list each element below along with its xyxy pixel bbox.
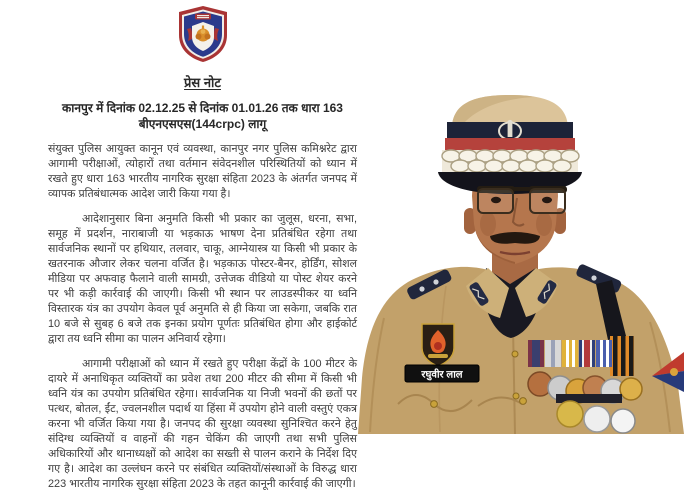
kanpur-police-commissionerate-logo-icon xyxy=(175,5,231,63)
document-heading xyxy=(48,100,357,132)
pocket-crest xyxy=(422,324,454,366)
press-note-title: प्रेस नोट xyxy=(184,75,221,90)
paragraph-2: आदेशानुसार बिना अनुमति किसी भी प्रकार का जुलूस, धरना, सभा, समूह में प्रदर्शन, नाराबाजी या भड़काऊ भाषण देना प्रतिबंधित रहेगा तथा सार्वजनिक स्थानों पर हथियार, तलवार, चाकू, आग्नेयास्त्र या किसी भी प्रकार के खतरनाक औजार लेकर चलना वर्जित है। भड़काऊ पोस्टर-बैनर, होर्डिंग, सोशल मीडिया पर अफवाह फैलाने वाली सामग्री, उत्तेजक वीडियो या पोस्ट शेयर करने पर भी कड़ी कार्रवाई की जाएगी। किसी भी स्थान पर लाउडस्पीकर या ध्वनि विस्तारक यंत्र का उपयोग केवल पूर्व अनुमति से ही किया जा सकेगा, जबकि रात 10 बजे से सुबह 6 बजे तक इनका प्रयोग पूर्णतः प्रतिबंधित होगा और हाईकोर्ट द्वारा तय ध्वनि सीमा का पालन अनिवार्य रहेगा। xyxy=(48,213,357,345)
heading-line-1: कानपुर में दिनांक 02.12.25 से दिनांक 01.01.26 तक धारा 163 xyxy=(62,101,343,115)
nameplate-text: रघुवीर लाल xyxy=(421,369,463,381)
document-column xyxy=(48,5,357,492)
logo-container xyxy=(48,5,357,68)
police-cap xyxy=(438,95,582,194)
heading-line-2: बीएनएसएस(144crpc) लागू xyxy=(138,117,267,131)
police-officer-photo xyxy=(350,86,694,434)
paragraph-3: आगामी परीक्षाओं को ध्यान में रखते हुए परीक्षा केंद्रों के 100 मीटर के दायरे में अनाधिकृत व्यक्तियों का प्रवेश तथा 200 मीटर की सीमा में किसी भी ध्वनि यंत्र का उपयोग प्रतिबंधित रहेगा। सार्वजनिक या निजी भवनों की छतों पर पत्थर, बोतल, ईंट, ज्वलनशील पदार्थ या हिंसा में उपयोग होने वाली वस्तुएं एकत्र करना भी वर्जित किया गया है। जनपद की सुरक्षा व्यवस्था सुनिश्चित करने हेतु संदिग्ध व्यक्तियों व वाहनों की गहन चेकिंग की जाएगी तथा सभी पुलिस अधिकारियों और थानाध्यक्षों को आदेश का सख्ती से पालन कराने के निर्देश दिए गए है। आदेश का उल्लंघन करने पर संबंधित व्यक्तियों/संस्थाओं के विरुद्ध धारा 223 भारतीय नागरिक सुरक्षा संहिता 2023 के तहत कानूनी कार्रवाई की जाएगी। xyxy=(48,358,357,490)
paragraph-1: संयुक्त पुलिस आयुक्त कानून एवं व्यवस्था, कानपुर नगर पुलिस कमिश्नरेट द्वारा आगामी परीक्षाओं, त्योहारों तथा वर्तमान संवेदनशील परिस्थितियों को ध्यान में रखते हुए धारा 163 भारतीय नागरिक सुरक्षा संहिता 2023 के अंतर्गत जनपद में व्यापक प्रतिबंधात्मक आदेश जारी किया गया है। xyxy=(48,143,357,200)
medal-ribbons xyxy=(528,340,612,367)
officer-nameplate xyxy=(405,365,479,382)
